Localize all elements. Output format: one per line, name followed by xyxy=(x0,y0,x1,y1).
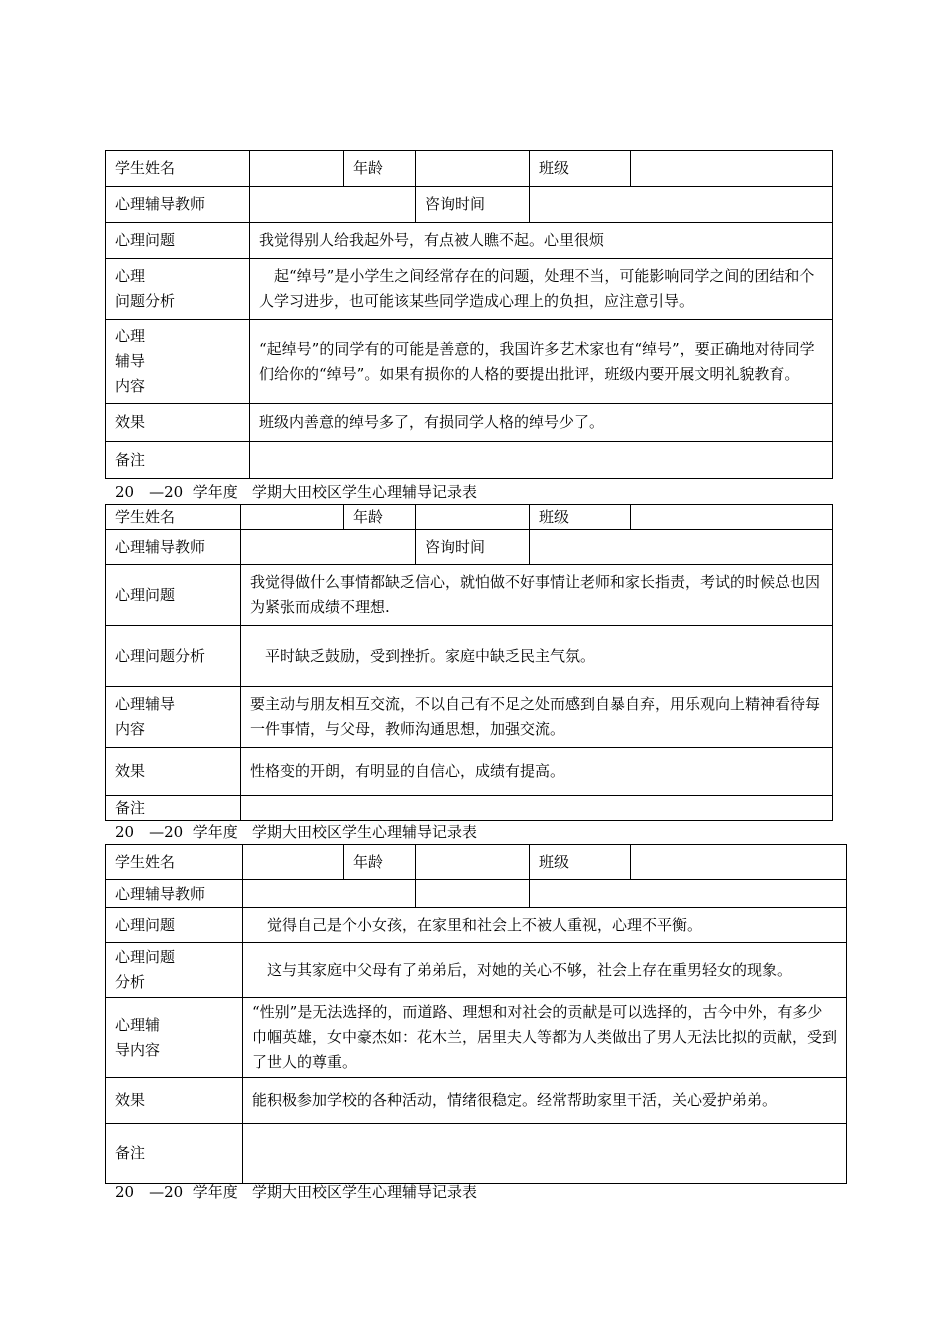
label-effect: 效果 xyxy=(106,404,250,442)
value-age[interactable] xyxy=(416,505,530,530)
label-problem: 心理问题 xyxy=(106,565,241,626)
guidance-text: “起绰号”的同学有的可能是善意的，我国许多艺术家也有“绰号”，要正确地对待同学们给你的“绰号”。如果有损你的人格的要提出批评，班级内要开展文明礼貌教育。 xyxy=(250,320,833,404)
label-guidance: 心理 辅导 内容 xyxy=(106,320,250,404)
value-consult-time[interactable] xyxy=(530,530,833,565)
effect-text: 性格变的开朗，有明显的自信心，成绩有提高。 xyxy=(241,748,833,796)
value-age[interactable] xyxy=(416,845,530,880)
remark-text[interactable] xyxy=(250,442,833,479)
label-student-name: 学生姓名 xyxy=(106,151,250,187)
label-guidance: 心理辅导 内容 xyxy=(106,687,241,748)
value-student-name[interactable] xyxy=(243,845,344,880)
problem-text: 觉得自己是个小女孩，在家里和社会上不被人重视，心理不平衡。 xyxy=(243,908,847,943)
label-age: 年龄 xyxy=(344,505,416,530)
value-student-name[interactable] xyxy=(250,151,344,187)
label-student-name: 学生姓名 xyxy=(106,845,243,880)
remark-text[interactable] xyxy=(241,796,833,821)
remark-text[interactable] xyxy=(243,1124,847,1184)
label-teacher: 心理辅导教师 xyxy=(106,880,243,908)
value-teacher[interactable] xyxy=(243,880,416,908)
value-teacher[interactable] xyxy=(250,187,416,223)
label-analysis: 心理问题 分析 xyxy=(106,943,243,998)
problem-text: 我觉得做什么事情都缺乏信心，就怕做不好事情让老师和家长指责，考试的时候总也因为紧张而成绩不理想. xyxy=(241,565,833,626)
effect-text: 能积极参加学校的各种活动，情绪很稳定。经常帮助家里干活，关心爱护弟弟。 xyxy=(243,1078,847,1124)
label-class: 班级 xyxy=(530,505,631,530)
form-caption: 20 —20 学年度 学期大田校区学生心理辅导记录表 xyxy=(115,823,478,841)
label-consult-time: 咨询时间 xyxy=(416,530,530,565)
label-class: 班级 xyxy=(530,151,631,187)
label-effect: 效果 xyxy=(106,748,241,796)
form-caption: 20 —20 学年度 学期大田校区学生心理辅导记录表 xyxy=(115,1183,478,1201)
analysis-text: 平时缺乏鼓励，受到挫折。家庭中缺乏民主气氛。 xyxy=(241,626,833,687)
record-form-1 xyxy=(105,150,833,479)
label-analysis: 心理问题分析 xyxy=(106,626,241,687)
label-analysis: 心理 问题分析 xyxy=(106,259,250,320)
effect-text: 班级内善意的绰号多了，有损同学人格的绰号少了。 xyxy=(250,404,833,442)
analysis-text: 这与其家庭中父母有了弟弟后，对她的关心不够，社会上存在重男轻女的现象。 xyxy=(243,943,847,998)
record-form-2 xyxy=(105,504,833,821)
guidance-text: “性别”是无法选择的，而道路、理想和对社会的贡献是可以选择的，古今中外，有多少巾帼英雄，女中豪杰如：花木兰，居里夫人等都为人类做出了男人无法比拟的贡献，受到了世人的尊重。 xyxy=(243,998,847,1078)
label-effect: 效果 xyxy=(106,1078,243,1124)
value-age[interactable] xyxy=(416,151,530,187)
label-problem: 心理问题 xyxy=(106,223,250,259)
label-teacher: 心理辅导教师 xyxy=(106,187,250,223)
value-consult-time[interactable] xyxy=(530,187,833,223)
label-remark: 备注 xyxy=(106,442,250,479)
analysis-text: 起“绰号”是小学生之间经常存在的问题，处理不当，可能影响同学之间的团结和个人学习进步，也可能该某些同学造成心理上的负担，应注意引导。 xyxy=(250,259,833,320)
label-age: 年龄 xyxy=(344,845,416,880)
label-teacher: 心理辅导教师 xyxy=(106,530,241,565)
form-caption: 20 —20 学年度 学期大田校区学生心理辅导记录表 xyxy=(115,483,478,501)
value-class[interactable] xyxy=(631,845,847,880)
value-blank[interactable] xyxy=(416,880,530,908)
label-consult-time: 咨询时间 xyxy=(416,187,530,223)
value-class[interactable] xyxy=(631,505,833,530)
value-teacher[interactable] xyxy=(241,530,416,565)
label-age: 年龄 xyxy=(344,151,416,187)
record-form-3 xyxy=(105,844,847,1184)
guidance-text: 要主动与朋友相互交流，不以自己有不足之处而感到自暴自弃，用乐观向上精神看待每一件事情，与父母，教师沟通思想，加强交流。 xyxy=(241,687,833,748)
value-consult-time[interactable] xyxy=(530,880,847,908)
label-student-name: 学生姓名 xyxy=(106,505,241,530)
label-guidance: 心理辅 导内容 xyxy=(106,998,243,1078)
value-student-name[interactable] xyxy=(241,505,344,530)
problem-text: 我觉得别人给我起外号，有点被人瞧不起。心里很烦 xyxy=(250,223,833,259)
label-problem: 心理问题 xyxy=(106,908,243,943)
label-remark: 备注 xyxy=(106,796,241,821)
label-class: 班级 xyxy=(530,845,631,880)
value-class[interactable] xyxy=(631,151,833,187)
label-remark: 备注 xyxy=(106,1124,243,1184)
